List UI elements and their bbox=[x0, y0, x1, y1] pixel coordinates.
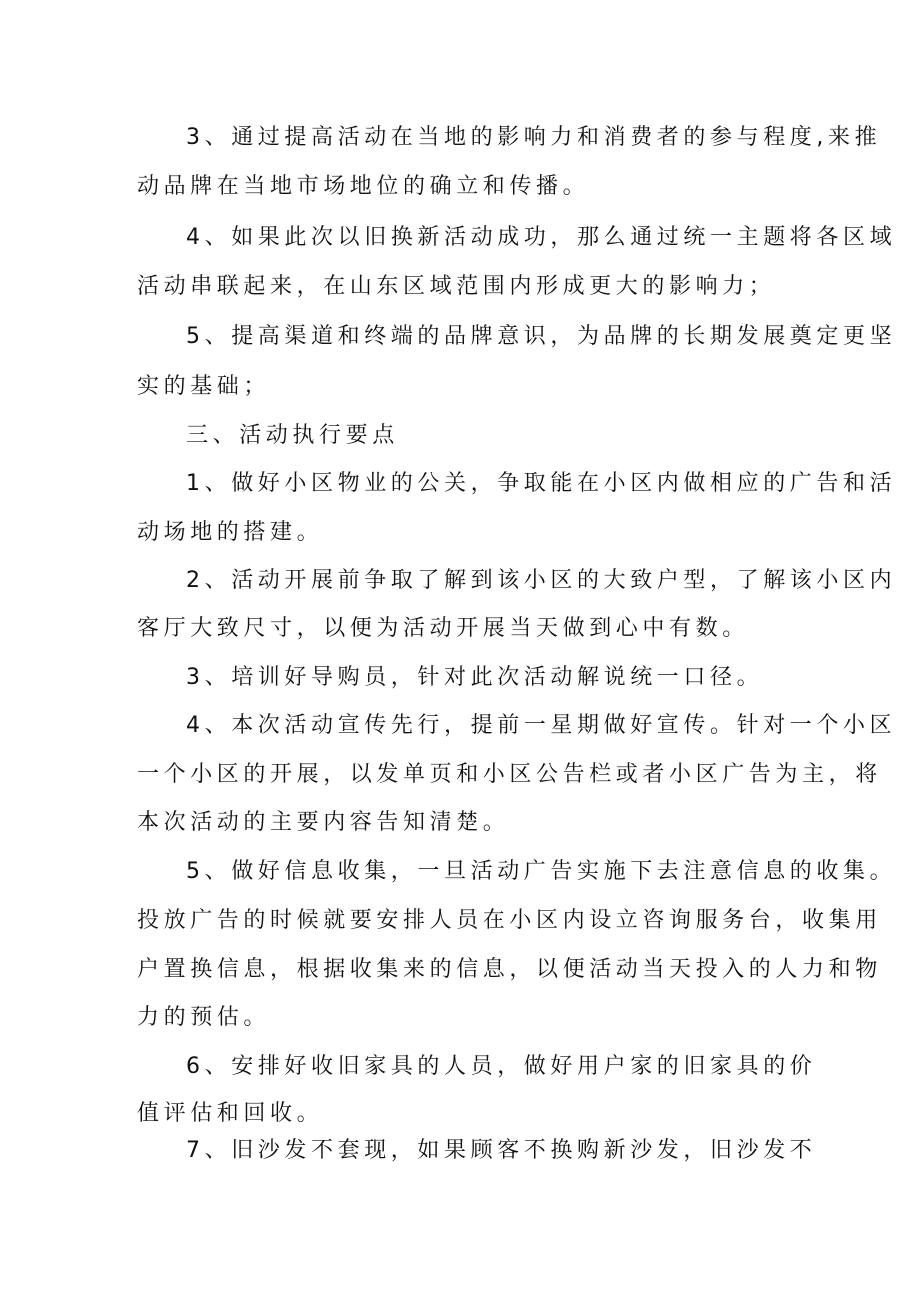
text-line: 力的预估。 bbox=[137, 1005, 271, 1030]
text-line: 3、培训好导购员，针对此次活动解说统一口径。 bbox=[186, 665, 764, 690]
text-line: 3、通过提高活动在当地的影响力和消费者的参与程度,来推 bbox=[186, 125, 882, 150]
text-line: 投放广告的时候就要安排人员在小区内设立咨询服务台，收集用 bbox=[137, 908, 882, 933]
text-line: 动场地的搭建。 bbox=[137, 520, 324, 545]
text-line: 2、活动开展前争取了解到该小区的大致户型，了解该小区内 bbox=[186, 568, 897, 593]
text-line: 1、做好小区物业的公关，争取能在小区内做相应的广告和活 bbox=[186, 471, 897, 496]
text-line: 4、如果此次以旧换新活动成功，那么通过统一主题将各区域 bbox=[186, 225, 897, 250]
text-line: 一个小区的开展，以发单页和小区公告栏或者小区广告为主，将 bbox=[137, 762, 882, 787]
text-line: 7、旧沙发不套现，如果顾客不换购新沙发，旧沙发不 bbox=[186, 1138, 817, 1163]
text-line: 动品牌在当地市场地位的确立和传播。 bbox=[137, 174, 590, 199]
text-line: 户置换信息，根据收集来的信息，以便活动当天投入的人力和物 bbox=[137, 957, 882, 982]
text-line: 活动串联起来，在山东区域范围内形成更大的影响力； bbox=[137, 274, 776, 299]
text-line: 实的基础； bbox=[137, 374, 271, 399]
text-line: 客厅大致尺寸，以便为活动开展当天做到心中有数。 bbox=[137, 616, 749, 641]
text-line: 5、提高渠道和终端的品牌意识，为品牌的长期发展奠定更坚 bbox=[186, 324, 897, 349]
text-line: 5、做好信息收集，一旦活动广告实施下去注意信息的收集。 bbox=[186, 859, 897, 884]
text-line: 4、本次活动宣传先行，提前一星期做好宣传。针对一个小区 bbox=[186, 713, 897, 738]
text-line: 值评估和回收。 bbox=[137, 1101, 324, 1126]
text-line: 6、安排好收旧家具的人员，做好用户家的旧家具的价 bbox=[186, 1054, 817, 1079]
text-line: 本次活动的主要内容告知清楚。 bbox=[137, 810, 510, 835]
section-heading: 三、活动执行要点 bbox=[186, 423, 399, 448]
